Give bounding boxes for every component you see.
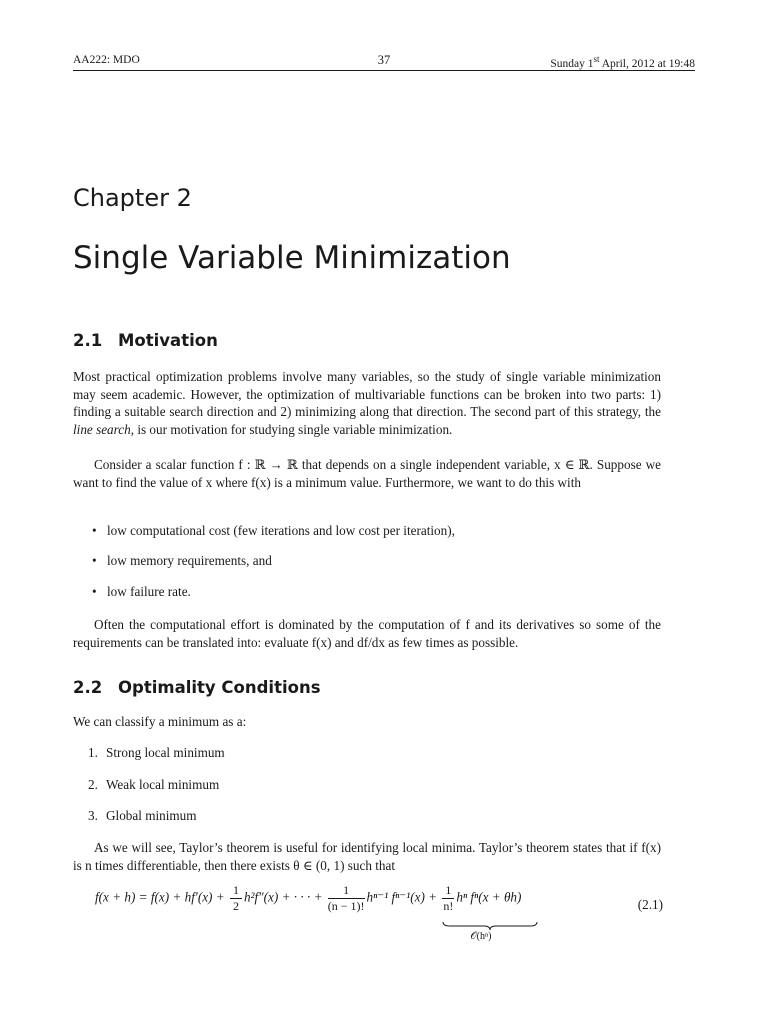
eq-fraction-half bbox=[230, 883, 242, 914]
list-text: Global minimum bbox=[106, 808, 197, 823]
bullet-text: low failure rate. bbox=[107, 584, 191, 599]
eq-term: hⁿ⁻¹ fⁿ⁻¹(x) + bbox=[366, 889, 441, 905]
bullet-dot: • bbox=[92, 553, 97, 568]
frac-denominator: (n − 1)! bbox=[327, 899, 365, 913]
section-title: Optimality Conditions bbox=[118, 678, 321, 697]
section-title: Motivation bbox=[118, 331, 218, 350]
date-ordinal: st bbox=[593, 54, 600, 64]
list-text: Strong local minimum bbox=[106, 745, 225, 760]
eq-term: hⁿ fⁿ(x + θh) bbox=[456, 889, 522, 905]
eq-fraction-n-factorial bbox=[442, 883, 454, 914]
section-number: 2.2 bbox=[73, 678, 103, 697]
running-header-date bbox=[550, 54, 695, 70]
equation-taylor-2-1 bbox=[95, 883, 695, 943]
eq-fraction-factorial bbox=[328, 883, 365, 914]
bullet-item bbox=[92, 584, 191, 600]
header-rule bbox=[73, 70, 695, 71]
date-suffix: April, 2012 at 19:48 bbox=[599, 57, 695, 70]
bullet-text: low memory requirements, and bbox=[107, 553, 272, 568]
bullet-dot: • bbox=[92, 523, 97, 538]
equation-number: (2.1) bbox=[637, 897, 663, 912]
emphasis-line-search: line search bbox=[73, 421, 131, 437]
list-item bbox=[88, 777, 219, 793]
paragraph-taylor-theorem: As we will see, Taylor’s theorem is useful for identifying local minima. Taylor’s theorem states that if f(x) is n times differentiable, then there exists θ ∈ (0, 1) such that bbox=[73, 840, 661, 873]
underbrace-label: 𝒪(hⁿ) bbox=[470, 931, 492, 942]
chapter-title: Single Variable Minimization bbox=[73, 240, 511, 276]
list-text: Weak local minimum bbox=[106, 777, 220, 792]
eq-term: h²f″(x) + · · · + bbox=[243, 889, 326, 905]
text-run: Most practical optimization problems involve many variables, so the study of single variable minimization may seem academic. However, the optimization of multivariable functions can be broken into two parts: 1) finding a suitable search direction and 2) minimizing along that direction. The second part of this strategy, the bbox=[73, 369, 661, 419]
eq-remainder-group bbox=[440, 883, 522, 942]
frac-numerator: 1 bbox=[442, 883, 454, 899]
list-item bbox=[88, 745, 225, 761]
frac-denominator: n! bbox=[443, 899, 454, 913]
section-number: 2.1 bbox=[73, 331, 103, 350]
paragraph-scalar-function: Consider a scalar function f : ℝ → ℝ that depends on a single independent variable, x ∈ ℝ. Suppose we want to find the value of x where f(x) is a minimum value. Furthermore, we want to do this with bbox=[73, 457, 661, 490]
bullet-item bbox=[92, 553, 272, 569]
paragraph-classify-minimum: We can classify a minimum as a: bbox=[73, 714, 247, 729]
bullet-dot: • bbox=[92, 584, 97, 599]
frac-denominator: 2 bbox=[232, 899, 239, 913]
paragraph-computational-effort: Often the computational effort is dominated by the computation of f and its derivatives so some of the requirements can be translated into: evaluate f(x) and df/dx as few times as possible. bbox=[73, 617, 661, 650]
section-heading-motivation bbox=[73, 331, 218, 350]
list-number: 1. bbox=[88, 745, 98, 760]
bullet-text: low computational cost (few iterations and low cost per iteration), bbox=[107, 523, 455, 538]
list-number: 2. bbox=[88, 777, 98, 792]
eq-lhs: f(x + h) = f(x) + hf′(x) + bbox=[95, 889, 228, 905]
frac-numerator: 1 bbox=[328, 883, 365, 899]
list-number: 3. bbox=[88, 808, 98, 823]
page-number: 37 bbox=[377, 53, 391, 67]
frac-numerator: 1 bbox=[230, 883, 242, 899]
list-item bbox=[88, 808, 196, 824]
date-prefix: Sunday 1 bbox=[550, 57, 594, 70]
text-run: , is our motivation for studying single variable minimization. bbox=[130, 421, 453, 437]
underbrace-icon bbox=[442, 921, 538, 931]
running-header-left: AA222: MDO bbox=[73, 54, 140, 66]
section-heading-optimality bbox=[73, 678, 321, 697]
chapter-label: Chapter 2 bbox=[73, 184, 192, 212]
bullet-item bbox=[92, 523, 455, 539]
paragraph-motivation-intro bbox=[73, 368, 661, 438]
